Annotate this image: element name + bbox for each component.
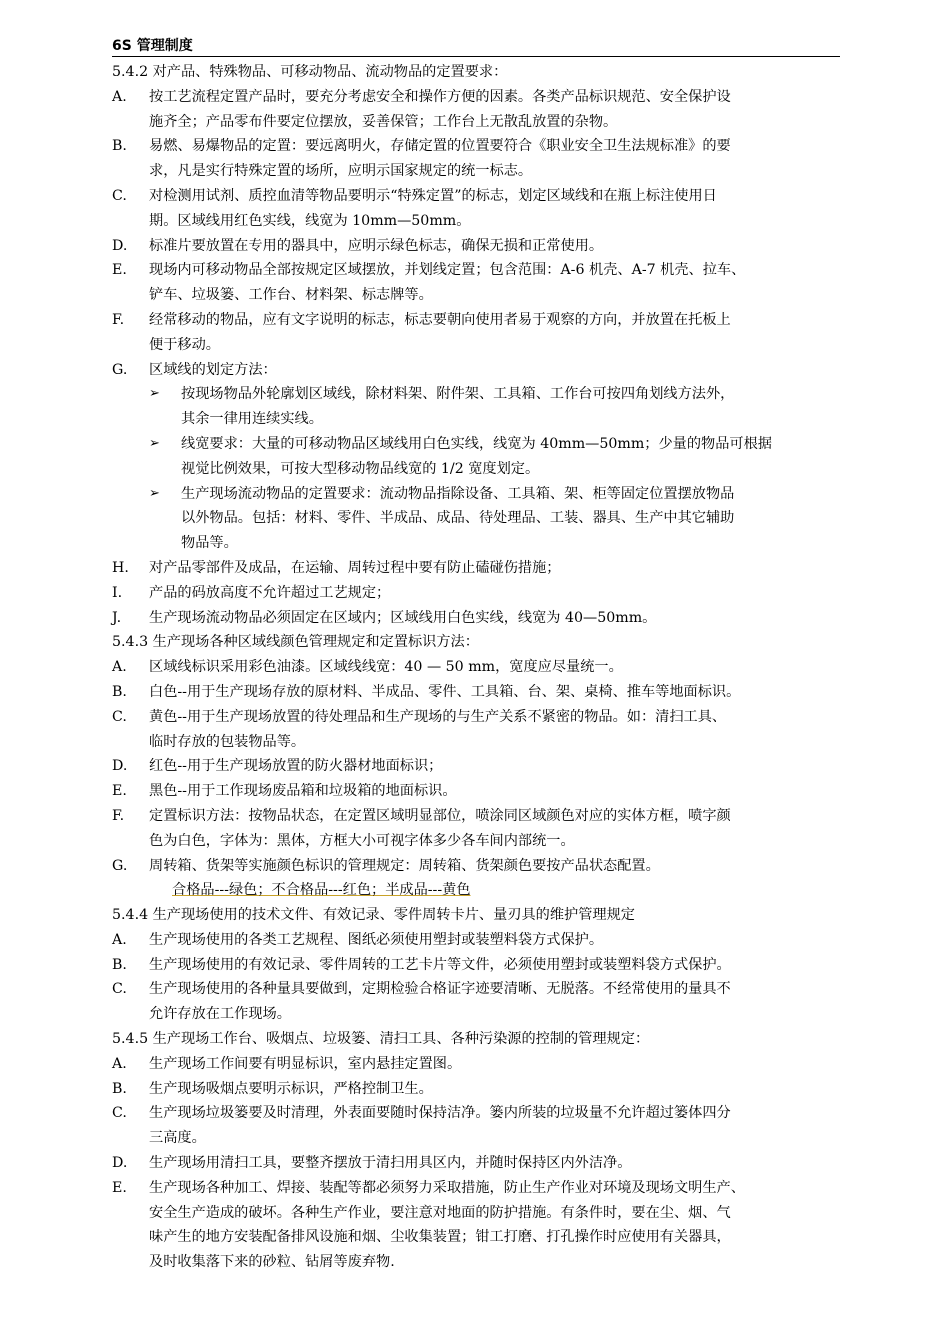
item-text	[149, 705, 842, 755]
item-text	[149, 556, 842, 581]
item-text-line: 周转箱、货架等实施颜色标识的管理规定：周转箱、货架颜色要按产品状态配置。	[149, 857, 660, 874]
item-text	[149, 85, 842, 135]
item-label: B.	[112, 138, 127, 155]
item-text	[149, 655, 842, 680]
list-item	[112, 85, 842, 135]
list-item	[112, 854, 842, 879]
section-title: 5.4.3 生产现场各种区域线颜色管理规定和定置标识方法：	[112, 634, 479, 651]
item-text	[149, 754, 842, 779]
item-text	[149, 977, 842, 1027]
bullet-text-line: 物品等。	[181, 535, 238, 552]
item-text-line: 黑色--用于工作现场废品箱和垃圾箱的地面标识。	[149, 783, 457, 800]
item-label: A.	[112, 88, 127, 105]
item-text	[149, 680, 842, 705]
item-text-line: 对检测用试剂、质控血清等物品要明示“特殊定置”的标志，划定区域线和在瓶上标注使用日	[149, 187, 717, 204]
item-text-line: 生产现场流动物品必须固定在区域内；区域线用白色实线，线宽为 40—50mm。	[149, 609, 657, 626]
item-text-line: 允许存放在工作现场。	[149, 1006, 291, 1023]
color-status-text: 合格品---绿色；不合格品---红色；半成品---黄色	[172, 882, 471, 899]
bullet-text-line: 生产现场流动物品的定置要求：流动物品指除设备、工具箱、架、柜等固定位置摆放物品	[181, 485, 735, 502]
arrow-bullet-icon: ➢	[149, 485, 160, 501]
bullet-item	[112, 482, 842, 556]
item-text-line: 色为白色，字体为：黑体，方框大小可视字体多少各车间内部统一。	[149, 832, 575, 849]
item-text	[149, 854, 842, 879]
list-item	[112, 655, 842, 680]
list-item	[112, 705, 842, 755]
section-title: 5.4.5 生产现场工作台、吸烟点、垃圾篓、清扫工具、各种污染源的控制的管理规定：	[112, 1031, 650, 1048]
item-text-line: 生产现场垃圾篓要及时清理，外表面要随时保持洁净。篓内所装的垃圾量不允许超过篓体四分	[149, 1105, 731, 1122]
item-text	[149, 1052, 842, 1077]
item-text-line: 生产现场吸烟点要明示标识，严格控制卫生。	[149, 1080, 433, 1097]
item-text-line: 区域线的划定方法：	[149, 361, 277, 378]
list-item	[112, 1176, 842, 1275]
item-text-line: 味产生的地方安装配备排风设施和烟、尘收集装置；钳工打磨、打孔操作时应使用有关器具，	[149, 1229, 731, 1246]
item-text	[149, 804, 842, 854]
item-text	[149, 258, 842, 308]
item-text-line: 标准片要放置在专用的器具中，应明示绿色标志，确保无损和正常使用。	[149, 237, 604, 254]
list-item	[112, 234, 842, 259]
item-text	[149, 606, 842, 631]
arrow-bullet-icon: ➢	[149, 386, 160, 402]
item-text	[149, 234, 842, 259]
item-text	[149, 1176, 842, 1275]
list-item	[112, 804, 842, 854]
item-text-line: 生产现场工作间要有明显标识，室内悬挂定置图。	[149, 1055, 462, 1072]
item-label: C.	[112, 981, 127, 998]
item-text	[149, 779, 842, 804]
item-label: J.	[112, 609, 122, 626]
item-text	[149, 953, 842, 978]
item-text	[149, 1101, 842, 1151]
section-title: 5.4.2 对产品、特殊物品、可移动物品、流动物品的定置要求：	[112, 64, 508, 80]
color-status-note	[112, 878, 842, 903]
item-label: E.	[112, 783, 127, 800]
item-label: D.	[112, 1155, 128, 1172]
item-text-line: 生产现场使用的各类工艺规程、图纸必须使用塑封或装塑料袋方式保护。	[149, 931, 604, 948]
list-item	[112, 606, 842, 631]
item-text-line: 便于移动。	[149, 336, 220, 353]
list-item	[112, 258, 842, 308]
document-body	[112, 60, 842, 1275]
item-text-line: 红色--用于生产现场放置的防火器材地面标识；	[149, 758, 443, 775]
item-text-line: 按工艺流程定置产品时，要充分考虑安全和操作方便的因素。各类产品标识规范、安全保护设	[149, 88, 731, 105]
list-item	[112, 953, 842, 978]
item-label: D.	[112, 237, 128, 254]
bullet-text-line: 按现场物品外轮廓划区域线，除材料架、附件架、工具箱、工作台可按四角划线方法外，	[181, 386, 735, 403]
list-item	[112, 581, 842, 606]
list-item	[112, 1101, 842, 1151]
item-text-line: 生产现场使用的各种量具要做到，定期检验合格证字迹要清晰、无脱落。不经常使用的量具不	[149, 981, 731, 998]
item-text-line: 生产现场使用的有效记录、零件周转的工艺卡片等文件，必须使用塑封或装塑料袋方式保护。	[149, 956, 731, 973]
item-label: I.	[112, 584, 123, 601]
arrow-bullet-icon: ➢	[149, 435, 160, 451]
item-text-line: 对产品零部件及成品，在运输、周转过程中要有防止磕碰伤措施；	[149, 559, 561, 576]
item-text-line: 现场内可移动物品全部按规定区域摆放，并划线定置；包含范围：A-6 机壳、A-7 机壳、拉车、	[149, 262, 746, 279]
list-item	[112, 754, 842, 779]
list-item	[112, 1077, 842, 1102]
item-label: G.	[112, 361, 128, 378]
list-item	[112, 308, 842, 358]
item-label: F.	[112, 807, 125, 824]
item-label: B.	[112, 956, 127, 973]
item-text-line: 铲车、垃圾篓、工作台、材料架、标志牌等。	[149, 287, 433, 304]
item-text-line: 三高度。	[149, 1130, 206, 1147]
item-text-line: 生产现场各种加工、焊接、装配等都必须努力采取措施，防止生产作业对环境及现场文明生产、	[149, 1179, 745, 1196]
list-item	[112, 680, 842, 705]
bullet-text-line: 线宽要求：大量的可移动物品区域线用白色实线，线宽为 40mm—50mm；少量的物品可根据	[181, 435, 772, 452]
item-label: A.	[112, 931, 127, 948]
item-text	[149, 1077, 842, 1102]
list-item	[112, 556, 842, 581]
item-label: F.	[112, 311, 125, 328]
list-item	[112, 1151, 842, 1176]
item-text	[149, 184, 842, 234]
item-label: C.	[112, 187, 127, 204]
item-text-line: 施齐全；产品零布件要定位摆放，妥善保管；工作台上无散乱放置的杂物。	[149, 113, 618, 130]
item-text	[149, 1151, 842, 1176]
item-text-line: 经常移动的物品，应有文字说明的标志，标志要朝向使用者易于观察的方向，并放置在托板上	[149, 311, 731, 328]
list-item	[112, 358, 842, 383]
item-text-line: 临时存放的包装物品等。	[149, 733, 306, 750]
section-title: 5.4.4 生产现场使用的技术文件、有效记录、零件周转卡片、量刃具的维护管理规定	[112, 907, 635, 924]
item-label: H.	[112, 559, 129, 576]
item-text-line: 期。区域线用红色实线，线宽为 10mm—50mm。	[149, 212, 471, 229]
item-text-line: 定置标识方法：按物品状态，在定置区域明显部位，喷涂同区域颜色对应的实体方框，喷字颜	[149, 807, 731, 824]
item-text-line: 求，凡是实行特殊定置的场所，应明示国家规定的统一标志。	[149, 163, 533, 180]
item-text	[149, 581, 842, 606]
item-text-line: 生产现场用清扫工具，要整齐摆放于清扫用具区内，并随时保持区内外洁净。	[149, 1155, 632, 1172]
item-text-line: 区域线标识采用彩色油漆。区域线线宽：40 — 50 mm，宽度应尽量统一。	[149, 659, 623, 676]
item-text	[149, 928, 842, 953]
item-text-line: 易燃、易爆物品的定置：要远离明火，存储定置的位置要符合《职业安全卫生法规标准》的要	[149, 138, 731, 155]
bullet-text	[181, 382, 734, 432]
item-label: B.	[112, 1080, 127, 1097]
page-header	[112, 30, 840, 57]
item-label: E.	[112, 1179, 127, 1196]
bullet-text	[181, 432, 772, 482]
item-label: C.	[112, 1105, 127, 1122]
list-item	[112, 1052, 842, 1077]
list-item	[112, 977, 842, 1027]
item-text	[149, 308, 842, 358]
item-text	[149, 358, 842, 383]
list-item	[112, 779, 842, 804]
item-label: B.	[112, 683, 127, 700]
item-label: A.	[112, 1055, 127, 1072]
list-item	[112, 184, 842, 234]
header-title: 6S 管理制度	[112, 38, 193, 54]
item-label: E.	[112, 262, 127, 279]
item-text-line: 白色--用于生产现场存放的原材料、半成品、零件、工具箱、台、架、桌椅、推车等地面标识。	[149, 683, 741, 700]
item-text-line: 安全生产造成的破坏。各种生产作业，要注意对地面的防护措施。有条件时，要在尘、烟、气	[149, 1204, 731, 1221]
bullet-text	[181, 482, 734, 556]
item-text	[149, 134, 842, 184]
bullet-text-line: 其余一律用连续实线。	[181, 411, 323, 428]
item-label: A.	[112, 659, 127, 676]
bullet-item	[112, 432, 842, 482]
bullet-text-line: 以外物品。包括：材料、零件、半成品、成品、待处理品、工装、器具、生产中其它辅助	[181, 510, 735, 527]
list-item	[112, 134, 842, 184]
bullet-text-line: 视觉比例效果，可按大型移动物品线宽的 1/2 宽度划定。	[181, 460, 540, 477]
bullet-item	[112, 382, 842, 432]
item-text-line: 黄色--用于生产现场放置的待处理品和生产现场的与生产关系不紧密的物品。如：清扫工具、	[149, 708, 727, 725]
item-text-line: 产品的码放高度不允许超过工艺规定；	[149, 584, 391, 601]
item-label: G.	[112, 857, 128, 874]
list-item	[112, 928, 842, 953]
item-label: D.	[112, 758, 128, 775]
item-text-line: 及时收集落下来的砂粒、钻屑等废弃物.	[149, 1254, 395, 1271]
item-label: C.	[112, 708, 127, 725]
